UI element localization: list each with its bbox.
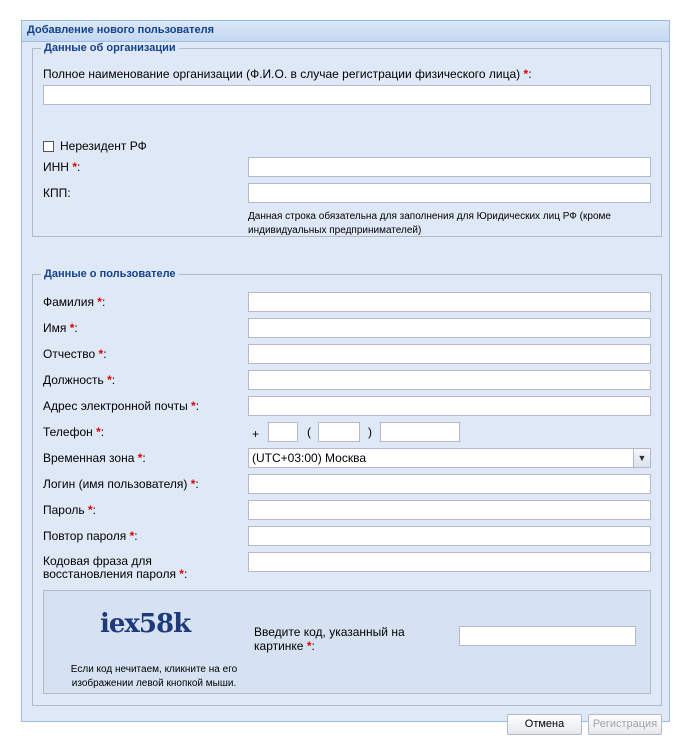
- email-label: Адрес электронной почты *:: [43, 399, 200, 413]
- passphrase-label: Кодовая фраза для восстановления пароля *:: [43, 554, 188, 581]
- email-input[interactable]: [248, 396, 651, 416]
- password-input[interactable]: [248, 500, 651, 520]
- kpp-hint: Данная строка обязательна для заполнения для Юридических лиц РФ (кроме индивидуальных предпринимателей): [248, 211, 611, 236]
- captcha-prompt: Введите код, указанный на картинке *:: [254, 625, 405, 653]
- middlename-input[interactable]: [248, 344, 651, 364]
- firstname-label: Имя *:: [43, 321, 78, 335]
- phone-country-input[interactable]: [268, 422, 298, 442]
- password-repeat-input[interactable]: [248, 526, 651, 546]
- nonresident-checkbox[interactable]: [43, 141, 54, 152]
- kpp-input[interactable]: [248, 183, 651, 203]
- nonresident-label: Нерезидент РФ: [60, 139, 147, 153]
- timezone-value: (UTC+03:00) Москва: [252, 451, 366, 465]
- window-body: [22, 42, 669, 730]
- login-input[interactable]: [248, 474, 651, 494]
- captcha-image[interactable]: iex58k: [100, 609, 191, 639]
- phone-label: Телефон *:: [43, 425, 105, 439]
- kpp-label: КПП:: [43, 186, 71, 200]
- inn-label: ИНН *:: [43, 160, 81, 174]
- fullname-input[interactable]: [43, 85, 651, 105]
- phone-plus: +: [252, 427, 260, 441]
- login-label: Логин (имя пользователя) *:: [43, 477, 199, 491]
- password-label: Пароль *:: [43, 503, 96, 517]
- phone-close-paren: ): [368, 425, 372, 439]
- cancel-button[interactable]: Отмена: [507, 714, 582, 735]
- middlename-label: Отчество *:: [43, 347, 107, 361]
- registration-window: [21, 20, 670, 730]
- phone-number-input[interactable]: [380, 422, 460, 442]
- org-legend: Данные об организации: [44, 42, 176, 54]
- captcha-refresh-hint: Если код нечитаем, кликните на его изображении левой кнопкой мыши.: [70, 664, 238, 689]
- chevron-down-icon[interactable]: ▼: [633, 449, 650, 467]
- lastname-input[interactable]: [248, 292, 651, 312]
- phone-open-paren: (: [307, 425, 311, 439]
- position-input[interactable]: [248, 370, 651, 390]
- firstname-input[interactable]: [248, 318, 651, 338]
- register-button[interactable]: Регистрация: [588, 714, 662, 735]
- position-label: Должность *:: [43, 373, 116, 387]
- inn-input[interactable]: [248, 157, 651, 177]
- passphrase-input[interactable]: [248, 552, 651, 572]
- user-legend: Данные о пользователе: [44, 268, 176, 280]
- lastname-label: Фамилия *:: [43, 295, 106, 309]
- phone-area-input[interactable]: [318, 422, 360, 442]
- timezone-label: Временная зона *:: [43, 451, 146, 465]
- fullname-label: Полное наименование организации (Ф.И.О. в случае регистрации физического лица) *:: [43, 67, 532, 81]
- password-repeat-label: Повтор пароля *:: [43, 529, 138, 543]
- captcha-input[interactable]: [459, 626, 636, 646]
- timezone-select[interactable]: [248, 448, 651, 468]
- captcha-panel: [43, 590, 651, 694]
- window-title: Добавление нового пользователя: [22, 21, 669, 42]
